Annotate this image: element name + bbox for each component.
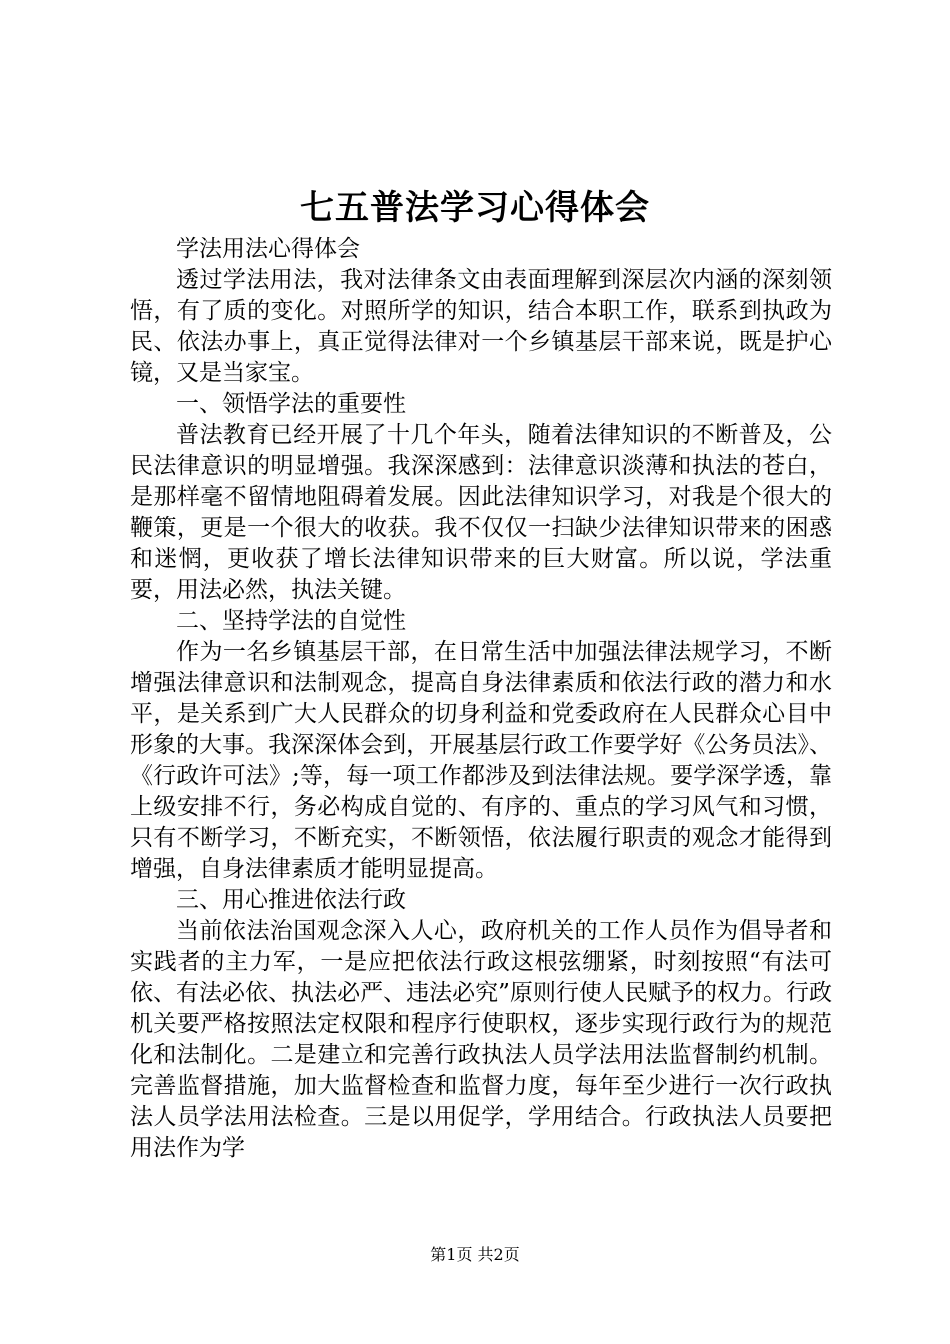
section-heading-3: 三、用心推进依法行政 [176, 887, 406, 913]
paragraph-section-2: 作为一名乡镇基层干部，在日常生活中加强法律法规学习，不断增强法律意识和法制观念，提高自身法律素质和依法行政的潜力和水平，是关系到广大人民群众的切身利益和党委政府在人民群众心目中形象的大事。我深深体会到，开展基层行政工作要学好《公务员法》、《行政许可法》;等，每一项工作都涉及到法律法规。要学深学透，靠上级安排不行，务必构成自觉的、有序的、重点的学习风气和习惯，只有不断学习，不断充实，不断领悟，依法履行职责的观念才能得到增强，自身法律素质才能明显提高。 [130, 639, 832, 882]
section-heading-1: 一、领悟学法的重要性 [176, 391, 406, 417]
section-heading-2: 二、坚持学法的自觉性 [176, 608, 406, 634]
paragraph-subtitle: 学法用法心得体会 [176, 236, 360, 262]
page-footer: 第1页 共2页 [430, 1245, 520, 1264]
paragraph-section-3: 当前依法治国观念深入人心，政府机关的工作人员作为倡导者和实践者的主力军，一是应把依法行政这根弦绷紧，时刻按照“有法可依、有法必依、执法必严、违法必究”原则行使人民赋予的权力。行政机关要严格按照法定权限和程序行使职权，逐步实现行政行为的规范化和法制化。二是建立和完善行政执法人员学法用法监督制约机制。完善监督措施，加大监督检查和监督力度，每年至少进行一次行政执法人员学法用法检查。三是以用促学，学用结合。行政执法人员要把用法作为学 [130, 918, 832, 1161]
paragraph-section-1: 普法教育已经开展了十几个年头，随着法律知识的不断普及，公民法律意识的明显增强。我深深感到：法律意识淡薄和执法的苍白，是那样毫不留情地阻碍着发展。因此法律知识学习，对我是个很大的鞭策，更是一个很大的收获。我不仅仅一扫缺少法律知识带来的困惑和迷惘，更收获了增长法律知识带来的巨大财富。所以说，学法重要，用法必然，执法关键。 [130, 422, 832, 603]
document-title: 七五普法学习心得体会 [300, 188, 650, 228]
paragraph-intro: 透过学法用法，我对法律条文由表面理解到深层次内涵的深刻领悟，有了质的变化。对照所学的知识，结合本职工作，联系到执政为民、依法办事上，真正觉得法律对一个乡镇基层干部来说，既是护心镜，又是当家宝。 [130, 267, 832, 386]
document-body [130, 234, 832, 1164]
